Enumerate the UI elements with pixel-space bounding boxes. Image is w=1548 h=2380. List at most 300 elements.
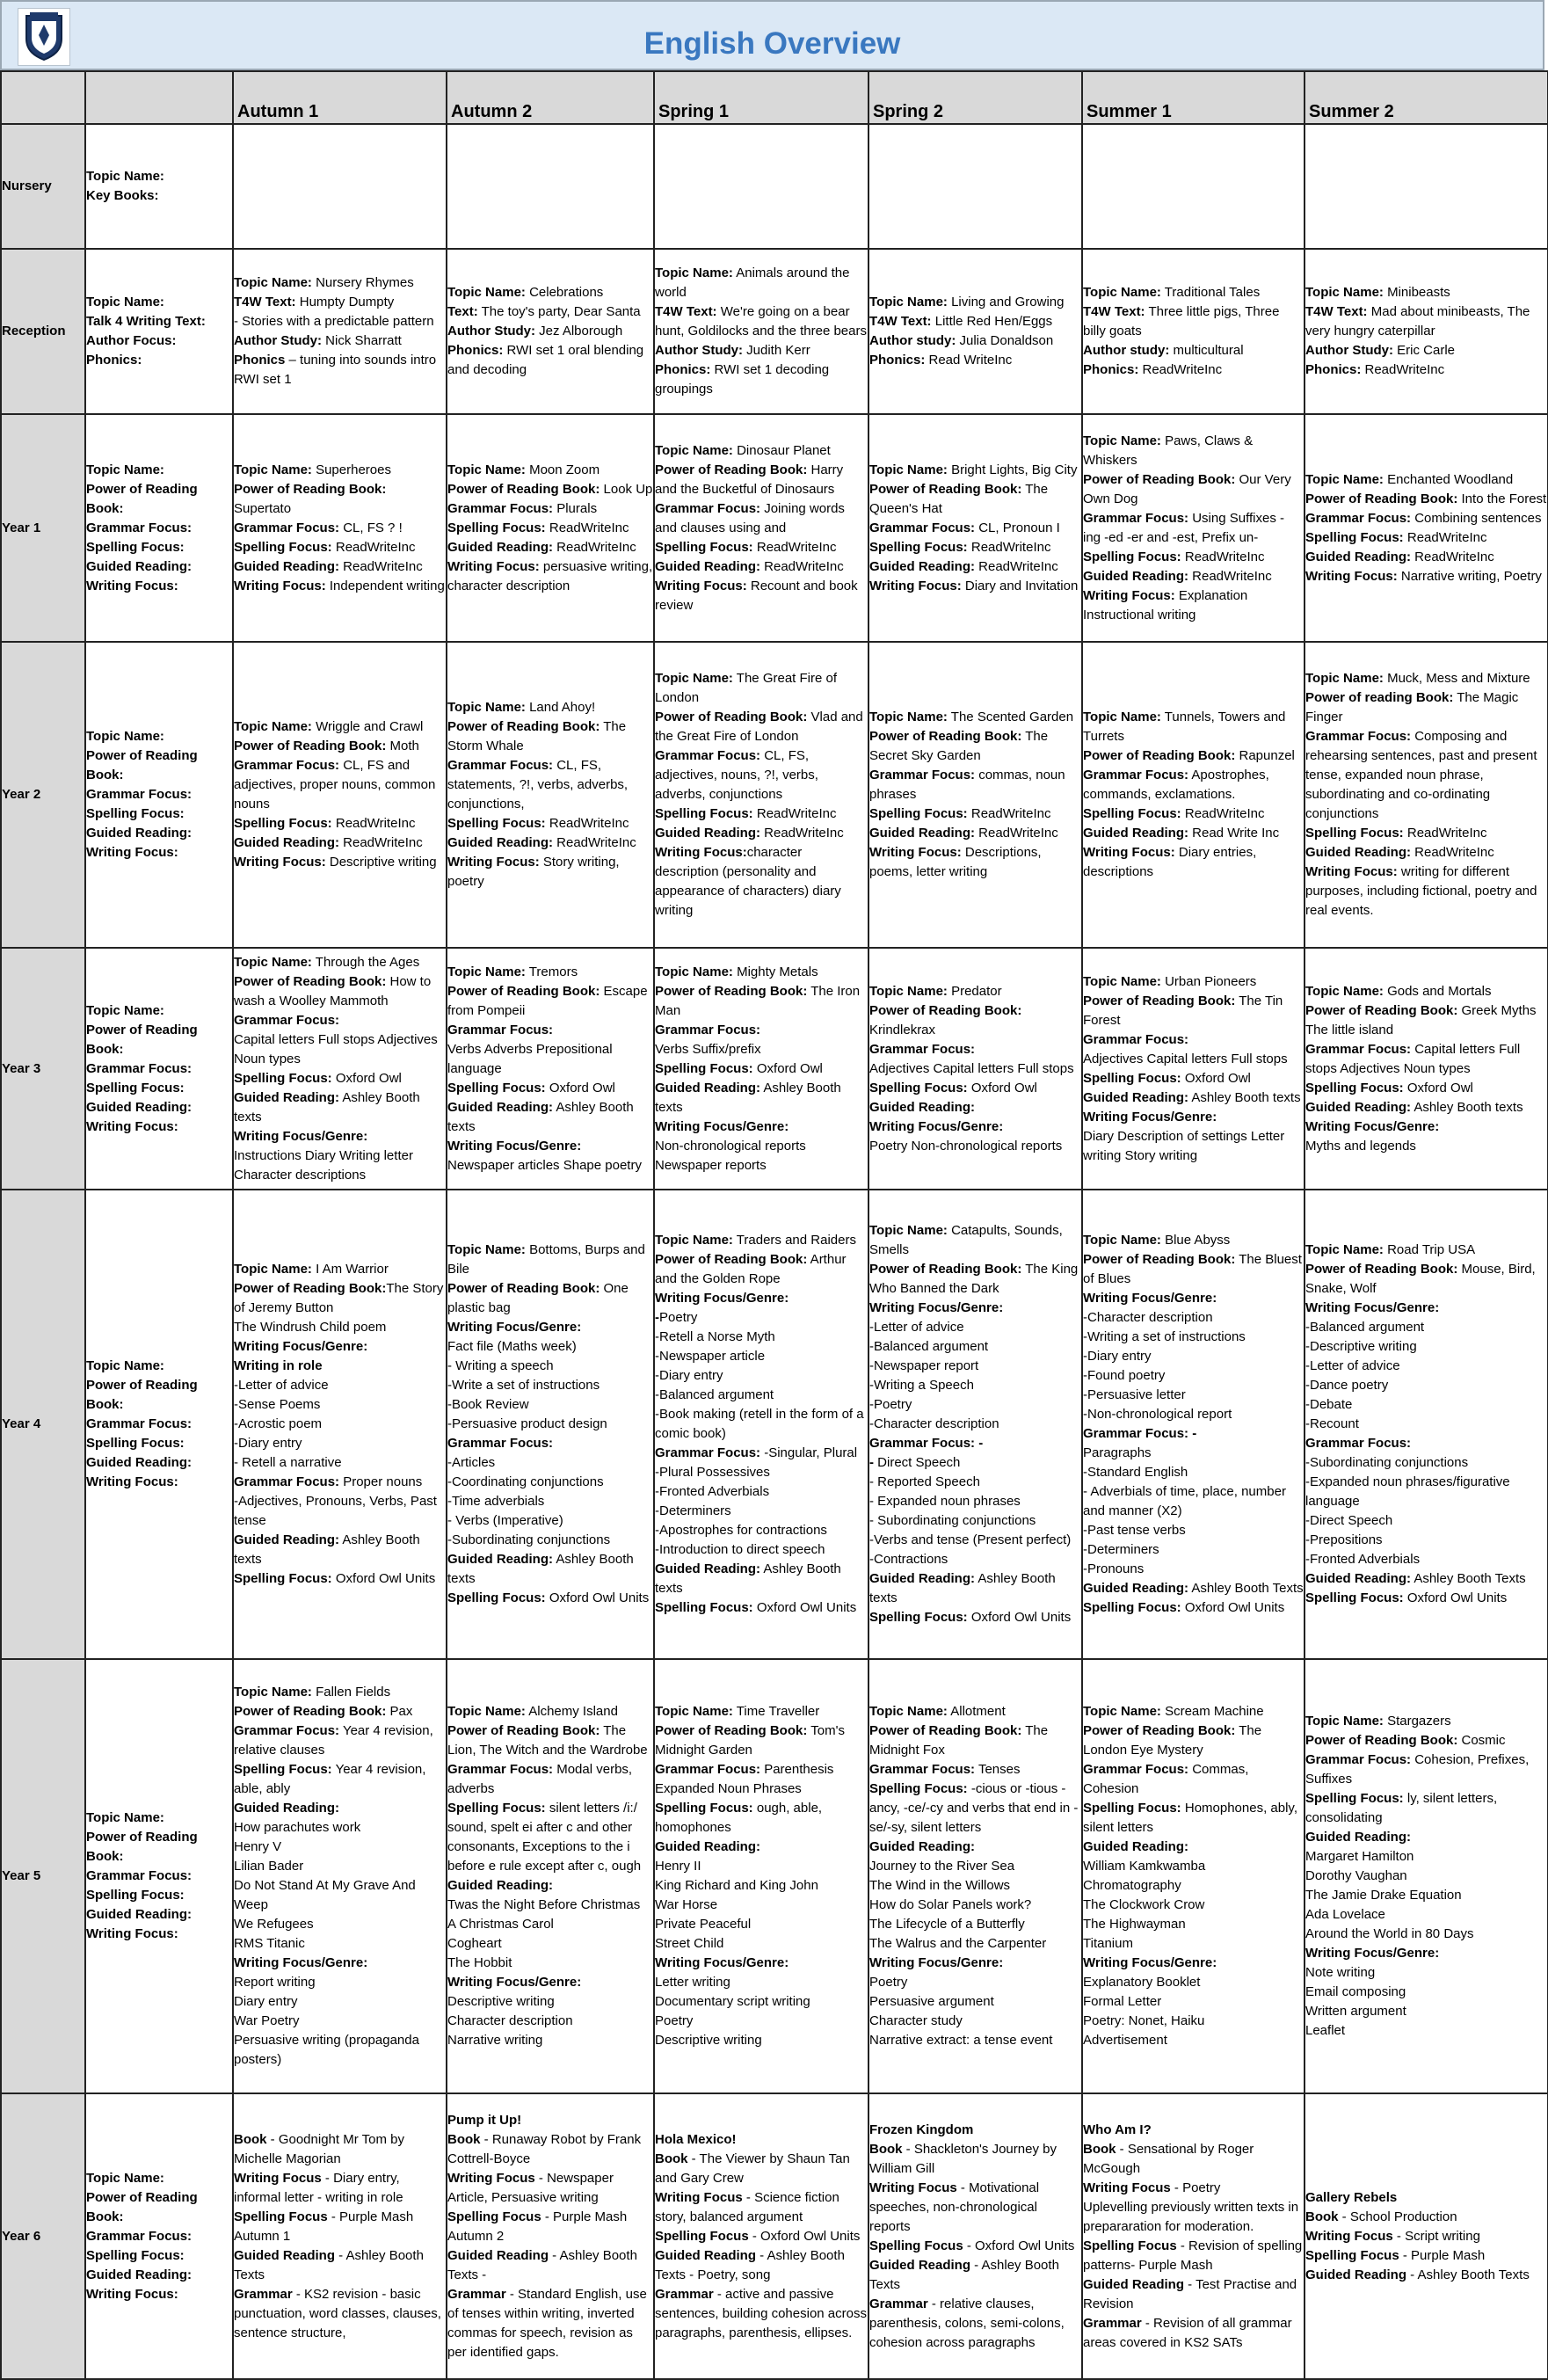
cell-line-text: Cohesion, Prefixes, Suffixes xyxy=(1305,1752,1530,1787)
cell-line-text: Dinosaur Planet xyxy=(732,442,831,458)
cell-line xyxy=(1083,2198,1304,2237)
cell-line xyxy=(655,1560,868,1598)
cell-line xyxy=(869,1221,1081,1260)
cell-line-text: The Magic Finger xyxy=(1305,690,1519,724)
field-label: Topic Name: xyxy=(86,729,164,744)
cell-line-text: -Writing a set of instructions xyxy=(1083,1329,1246,1344)
header-blank-label xyxy=(85,71,233,124)
cell-line-text: -cious or -tious -ancy, -ce/-cy and verbs that end in -se/-sy, silent letters xyxy=(869,1781,1079,1835)
cell-line-text: -Book making (retell in the form of a comic book) xyxy=(655,1407,864,1441)
cell-line xyxy=(1305,2227,1547,2246)
cell-line-label: Author study: xyxy=(869,333,956,348)
cell-line-text: Tunnels, Towers and Turrets xyxy=(1083,710,1286,744)
cell-line-text: -Newspaper article xyxy=(655,1349,766,1364)
field-label: Writing Focus: xyxy=(86,1118,178,1134)
cell-line xyxy=(234,1857,446,1876)
cell-line-label: Writing Focus: xyxy=(1305,568,1398,584)
cell-line xyxy=(234,1838,446,1857)
cell-line-label: Guided Reading: xyxy=(1083,1089,1188,1105)
cell-line xyxy=(1305,1473,1547,1511)
cell-line-text: Diary entry xyxy=(234,1994,298,2009)
cell-line-text: -Character description xyxy=(869,1416,999,1431)
cell-line xyxy=(447,2031,653,2050)
cell-line-label: Topic Name: xyxy=(447,462,526,477)
cell-line xyxy=(1083,1231,1304,1250)
cell-line xyxy=(1083,1721,1304,1760)
cell-line xyxy=(447,1934,653,1954)
cell-line xyxy=(1305,1925,1547,1944)
cell-line xyxy=(655,2227,868,2246)
cell-line xyxy=(1083,1857,1304,1876)
cell-line-text: War Horse xyxy=(655,1897,718,1912)
field-label: Topic Name: xyxy=(86,1358,164,1373)
cell-line-label: Topic Name: xyxy=(869,983,948,999)
cell-line xyxy=(1083,1540,1304,1560)
cell-line xyxy=(1083,341,1304,360)
cell-line-label: Writing Focus: xyxy=(1083,845,1175,860)
cell-line xyxy=(1305,1376,1547,1395)
term-cell xyxy=(447,124,654,249)
cell-line xyxy=(655,982,868,1021)
cell-line-label: Grammar Focus: xyxy=(1305,1041,1412,1057)
cell-line xyxy=(447,1337,653,1357)
cell-line xyxy=(1083,2121,1304,2140)
cell-line xyxy=(1083,1560,1304,1579)
cell-line-text: Ashley Booth texts xyxy=(234,1532,420,1567)
cell-line xyxy=(869,1838,1081,1857)
cell-line xyxy=(869,480,1081,519)
cell-line-text: - Shackleton's Journey by William Gill xyxy=(869,2141,1057,2176)
cell-line xyxy=(234,1915,446,1934)
cell-line-label: Power of Reading Book: xyxy=(1305,1733,1458,1748)
cell-line xyxy=(1083,992,1304,1030)
cell-line-text: -Writing a Speech xyxy=(869,1378,974,1393)
cell-line xyxy=(655,824,868,843)
cell-line xyxy=(1083,567,1304,586)
cell-line-text: -Adjectives, Pronouns, Verbs, Past tense xyxy=(234,1494,437,1528)
cell-line-text: Independent writing xyxy=(325,578,445,593)
field-label: Spelling Focus: xyxy=(86,539,185,555)
cell-line-label: Guided Reading: xyxy=(869,1571,975,1586)
cell-line xyxy=(869,1473,1081,1492)
cell-line-label: T4W Text: xyxy=(869,314,932,329)
cell-line-text: - Stories with a predictable pattern xyxy=(234,314,434,329)
cell-line xyxy=(1305,1001,1547,1021)
cell-line xyxy=(234,833,446,853)
row-field-labels xyxy=(85,1190,233,1659)
cell-line xyxy=(869,1915,1081,1934)
term-header: Spring 1 xyxy=(654,71,868,124)
cell-line-text: King Richard and King John xyxy=(655,1878,818,1893)
cell-line xyxy=(1083,302,1304,341)
cell-line-label: Spelling Focus: xyxy=(1083,1070,1181,1086)
cell-line xyxy=(447,2285,653,2362)
cell-line xyxy=(655,538,868,557)
cell-line-text: Nick Sharratt xyxy=(321,333,402,348)
year-row xyxy=(1,1659,1548,2093)
cell-line-label: Guided Reading: xyxy=(234,1532,339,1547)
cell-line-text: Written argument xyxy=(1305,2004,1406,2019)
cell-line-text: The Midnight Fox xyxy=(869,1723,1049,1758)
cell-line xyxy=(655,843,868,921)
cell-line-label: Phonics xyxy=(234,353,286,368)
cell-line-text: Persuasive argument xyxy=(869,1994,994,2009)
cell-line-label: Grammar Focus: xyxy=(447,500,554,516)
cell-line xyxy=(869,1137,1081,1156)
cell-line-label: Guided Reading xyxy=(869,2257,971,2273)
cell-line xyxy=(655,577,868,615)
cell-line xyxy=(234,2130,446,2169)
cell-line-text: Explanatory Booklet xyxy=(1083,1975,1201,1990)
term-cell xyxy=(1082,642,1305,948)
cell-line xyxy=(1305,1867,1547,1886)
cell-line-label: Spelling Focus xyxy=(869,2238,963,2253)
cell-line-text: -Determiners xyxy=(655,1503,731,1518)
term-cell xyxy=(1305,642,1548,948)
cell-line xyxy=(869,1492,1081,1511)
cell-line xyxy=(869,1001,1081,1021)
cell-line-text: commas, noun phrases xyxy=(869,768,1065,802)
cell-line-text: RMS Titanic xyxy=(234,1936,305,1951)
cell-line-text: Descriptive writing xyxy=(325,855,437,870)
cell-line-text: We Refugees xyxy=(234,1917,314,1932)
cell-line xyxy=(447,2130,653,2169)
cell-line-label: Spelling Focus: xyxy=(1305,529,1404,545)
cell-line-label: Guided Reading: xyxy=(234,558,339,574)
cell-line xyxy=(869,982,1081,1001)
term-cell xyxy=(233,2093,447,2379)
cell-line-label: Book xyxy=(234,2131,267,2147)
cell-line-text: Poetry: Nonet, Haiku xyxy=(1083,2013,1205,2028)
cell-line xyxy=(869,1453,1081,1473)
cell-line xyxy=(655,1992,868,2012)
cell-line-label: Spelling Focus: xyxy=(655,539,753,555)
cell-line-label: Spelling Focus: xyxy=(655,1060,753,1076)
cell-line-text: - Standard English, use of tenses within writing, inverted commas for speech, revision as per identified gaps. xyxy=(447,2286,647,2360)
cell-line-label: Power of Reading Book: xyxy=(655,983,808,999)
title-bar xyxy=(0,0,1544,70)
field-label: Guided Reading: xyxy=(86,1907,192,1922)
cell-line-text: -Expanded noun phrases/figurative language xyxy=(1305,1474,1510,1509)
cell-line-label: Grammar Focus: xyxy=(234,758,340,773)
cell-line xyxy=(234,1415,446,1434)
cell-line-text: Minibeasts xyxy=(1383,285,1450,300)
cell-line-label: Grammar Focus: xyxy=(1083,510,1189,526)
cell-line-label: Writing Focus/Genre: xyxy=(447,1975,582,1990)
cell-line-text: Apostrophes, commands, exclamations. xyxy=(1083,768,1269,802)
cell-line-label: Writing Focus/Genre: xyxy=(869,1118,1004,1134)
cell-line-label: Grammar xyxy=(869,2296,928,2311)
cell-line xyxy=(655,1366,868,1386)
cell-line-text: -Prepositions xyxy=(1305,1532,1383,1547)
cell-line xyxy=(447,1415,653,1434)
cell-line-text: Ashley Booth texts xyxy=(447,1552,634,1586)
cell-line xyxy=(869,351,1081,370)
cell-line-label: Writing Focus/Genre: xyxy=(655,1291,789,1306)
cell-line-label: Spelling Focus: xyxy=(869,1781,968,1796)
cell-line xyxy=(1083,1954,1304,1973)
cell-line-text: Newspaper articles Shape poetry xyxy=(447,1157,642,1173)
cell-line-label: Guided Reading: xyxy=(447,1878,553,1893)
cell-line-label: Spelling Focus xyxy=(447,2209,541,2224)
field-label: Author Focus: xyxy=(86,333,177,348)
cell-line-label: Topic Name: xyxy=(869,710,948,724)
cell-line-text: writing for different purposes, including fictional, poetry and real events. xyxy=(1305,864,1537,918)
cell-line xyxy=(1083,1799,1304,1838)
cell-line xyxy=(234,1721,446,1760)
term-cell xyxy=(233,1190,447,1659)
cell-line xyxy=(1305,688,1547,727)
cell-line-text: - Diary entry, informal letter - writing in role xyxy=(234,2170,403,2205)
cell-line xyxy=(1083,1915,1304,1934)
cell-line xyxy=(447,1954,653,1973)
cell-line xyxy=(1083,360,1304,380)
cell-line xyxy=(234,1934,446,1954)
cell-line-label: Spelling Focus: xyxy=(234,1571,332,1586)
cell-line xyxy=(869,2031,1081,2050)
cell-line-text: -Sense Poems xyxy=(234,1397,321,1412)
cell-line xyxy=(447,1531,653,1550)
cell-line xyxy=(234,1683,446,1702)
cell-line xyxy=(655,1117,868,1137)
field-label: Spelling Focus: xyxy=(86,1080,185,1095)
cell-line xyxy=(1083,2140,1304,2179)
cell-line-label: Pump it Up! xyxy=(447,2112,522,2128)
field-label: Grammar Focus: xyxy=(86,1868,193,1883)
cell-line-text: The Queen's Hat xyxy=(869,481,1049,516)
cell-line-text: ReadWriteInc xyxy=(975,826,1058,841)
field-label: Grammar Focus: xyxy=(86,787,193,802)
cell-line-label: Grammar Focus: xyxy=(655,1762,761,1777)
cell-line-text: The little island xyxy=(1305,1022,1394,1037)
cell-line-text: Ashley Booth texts xyxy=(234,1089,420,1124)
cell-line xyxy=(234,519,446,538)
cell-line xyxy=(869,1721,1081,1760)
cell-line-label: Writing Focus xyxy=(1083,2180,1171,2195)
term-cell xyxy=(1305,1190,1548,1659)
cell-line-text: Story writing, poetry xyxy=(447,855,620,889)
field-label: Writing Focus: xyxy=(86,1926,178,1941)
cell-line-text: Ashley Booth texts xyxy=(1411,1099,1523,1115)
cell-line-text: Advertisement xyxy=(1083,2033,1167,2048)
cell-line-label: Writing Focus/Genre: xyxy=(655,1955,789,1970)
cell-line-text: Predator xyxy=(947,983,1002,999)
cell-line xyxy=(447,499,653,519)
term-cell xyxy=(868,948,1082,1190)
cell-line xyxy=(447,480,653,499)
cell-line xyxy=(655,2031,868,2050)
cell-line-text: The Storm Whale xyxy=(447,719,627,753)
term-header: Summer 1 xyxy=(1082,71,1305,124)
cell-line xyxy=(234,2012,446,2031)
term-cell xyxy=(654,1659,868,2093)
cell-line-label: Writing Focus/Genre: xyxy=(234,1128,368,1144)
cell-line xyxy=(869,727,1081,766)
term-cell xyxy=(233,1659,447,2093)
cell-line-label: Guided Reading: xyxy=(447,1552,553,1567)
year-row xyxy=(1,2093,1548,2379)
field-label: Power of Reading Book: xyxy=(86,1022,198,1057)
cell-line xyxy=(234,1011,446,1030)
cell-line-label: Grammar Focus: xyxy=(655,1022,761,1037)
cell-line-text: - relative clauses, parenthesis, colons, semi-colons, cohesion across paragraphs xyxy=(869,2296,1065,2350)
field-label: Power of Reading Book: xyxy=(86,2189,198,2224)
cell-line xyxy=(234,1992,446,2012)
cell-line xyxy=(869,1098,1081,1117)
cell-line-text: -Plural Possessives xyxy=(655,1465,770,1480)
cell-line xyxy=(234,1453,446,1473)
cell-line-label: Grammar Focus: xyxy=(234,520,340,535)
cell-line xyxy=(447,756,653,814)
cell-line-label: Spelling Focus: xyxy=(655,806,753,821)
cell-line-text: Judith Kerr xyxy=(742,343,810,358)
cell-line-text: RWI set 1 decoding groupings xyxy=(655,362,830,397)
cell-line-label: Spelling Focus: xyxy=(1305,1080,1404,1095)
cell-line-label: Grammar Focus: xyxy=(655,748,761,763)
cell-line-label: Spelling Focus: xyxy=(447,816,546,831)
cell-line xyxy=(869,461,1081,480)
cell-line-text: Narrative extract: a tense event xyxy=(869,2033,1053,2048)
cell-line-text: Ashley Booth texts xyxy=(447,1099,634,1134)
cell-line xyxy=(1083,1896,1304,1915)
cell-line xyxy=(1305,1299,1547,1318)
cell-line xyxy=(655,1973,868,1992)
cell-line-label: Topic Name: xyxy=(1305,471,1384,487)
term-cell xyxy=(233,948,447,1190)
cell-line xyxy=(234,1337,446,1357)
term-cell xyxy=(868,124,1082,249)
cell-line xyxy=(1083,824,1304,843)
term-cell xyxy=(654,2093,868,2379)
cell-line-text: Eric Carle xyxy=(1392,343,1455,358)
cell-line xyxy=(447,322,653,341)
cell-line xyxy=(1083,2275,1304,2314)
cell-line xyxy=(234,1318,446,1337)
cell-line xyxy=(447,1492,653,1511)
cell-line xyxy=(234,461,446,480)
cell-line-text: Year 4 revision, relative clauses xyxy=(234,1723,433,1758)
cell-line xyxy=(447,982,653,1021)
cell-line xyxy=(1305,2021,1547,2041)
cell-line-text: -Persuasive product design xyxy=(447,1416,607,1431)
cell-line xyxy=(1305,1415,1547,1434)
row-field-labels xyxy=(85,948,233,1190)
cell-line-text: Greek Myths xyxy=(1457,1002,1537,1018)
cell-line xyxy=(655,1231,868,1250)
cell-line xyxy=(234,1069,446,1088)
cell-line-label: T4W Text: xyxy=(1083,304,1145,319)
cell-line-label: Grammar Focus: xyxy=(1083,768,1189,782)
cell-line-text: ReadWriteInc xyxy=(1188,568,1272,584)
year-label: Year 3 xyxy=(1,948,85,1190)
cell-line-text: Oxford Owl Units xyxy=(1403,1590,1508,1605)
cell-line xyxy=(655,1444,868,1463)
cell-line-text: Humpty Dumpty xyxy=(295,295,395,309)
cell-line xyxy=(447,2012,653,2031)
cell-line xyxy=(655,1405,868,1444)
field-label: Grammar Focus: xyxy=(86,2228,193,2244)
cell-line-text: - Ashley Booth Texts - xyxy=(447,2247,637,2282)
term-cell xyxy=(654,414,868,642)
term-cell xyxy=(868,1659,1082,2093)
cell-line xyxy=(234,1876,446,1915)
cell-line xyxy=(1083,470,1304,509)
field-label: Grammar Focus: xyxy=(86,520,193,535)
cell-line-text: The Tin Forest xyxy=(1083,993,1283,1028)
year-row xyxy=(1,414,1548,642)
cell-line-label: T4W Text: xyxy=(1305,304,1368,319)
cell-line-text: Jez Alborough xyxy=(534,324,623,338)
cell-line-text: The Jamie Drake Equation xyxy=(1305,1888,1462,1903)
term-cell xyxy=(447,249,654,414)
field-label: Key Books: xyxy=(86,188,159,203)
cell-line xyxy=(1083,1030,1304,1050)
cell-line-text: The Lion, The Witch and the Wardrobe xyxy=(447,1723,648,1758)
cell-line-text: - Purple Mash Autumn 2 xyxy=(447,2209,628,2244)
field-label: Spelling Focus: xyxy=(86,1888,185,1903)
cell-line-text: Ashley Booth texts xyxy=(869,1571,1056,1605)
cell-line-text: Our Very Own Dog xyxy=(1083,471,1291,506)
cell-line-label: Grammar Focus: xyxy=(869,768,976,782)
cell-line-label: Guided Reading: xyxy=(234,1089,339,1105)
cell-line-label: Power of Reading Book: xyxy=(234,481,387,497)
cell-line-text: Ashley Booth texts xyxy=(655,1561,841,1596)
field-label: Topic Name: xyxy=(86,1002,164,1018)
cell-line-label: - xyxy=(655,1310,659,1325)
cell-line xyxy=(1083,1127,1304,1166)
cell-line-text: I Am Warrior xyxy=(311,1262,389,1277)
cell-line xyxy=(1305,1040,1547,1079)
cell-line xyxy=(1305,1337,1547,1357)
cell-line xyxy=(869,1059,1081,1079)
term-cell xyxy=(654,124,868,249)
term-cell xyxy=(233,414,447,642)
cell-line xyxy=(447,963,653,982)
cell-line-label: - xyxy=(869,1455,878,1470)
term-cell xyxy=(233,249,447,414)
cell-line-text: Oxford Owl xyxy=(331,1070,402,1086)
cell-line-label: Power of Reading Book: xyxy=(447,719,600,734)
cell-line-label: Topic Name: xyxy=(234,275,312,290)
cell-line xyxy=(869,1318,1081,1337)
cell-line xyxy=(655,1521,868,1540)
cell-line-label: Topic Name: xyxy=(447,964,526,979)
cell-line-label: Grammar xyxy=(234,2286,293,2302)
cell-line-text: Fallen Fields xyxy=(311,1685,391,1699)
cell-line xyxy=(234,1569,446,1589)
term-header: Spring 2 xyxy=(868,71,1082,124)
cell-line xyxy=(655,963,868,982)
cell-line xyxy=(869,2140,1081,2179)
cell-line xyxy=(1305,2266,1547,2285)
cell-line-text: The Secret Sky Garden xyxy=(869,729,1049,763)
cell-line xyxy=(1083,1108,1304,1127)
cell-line-text: -Direct Speech xyxy=(1305,1513,1393,1528)
cell-line xyxy=(234,737,446,756)
cell-line xyxy=(447,1799,653,1876)
cell-line-label: Guided Reading: xyxy=(1083,568,1188,584)
cell-line xyxy=(447,1876,653,1896)
cell-line-label: Topic Name: xyxy=(869,462,948,477)
cell-line xyxy=(655,461,868,499)
cell-line-label: Writing Focus/Genre: xyxy=(447,1320,582,1335)
field-label: Spelling Focus: xyxy=(86,806,185,821)
cell-line xyxy=(1305,1963,1547,1983)
cell-line-label: Grammar Focus: xyxy=(869,1041,976,1057)
cell-line xyxy=(1305,1511,1547,1531)
cell-line-label: Spelling Focus: xyxy=(1305,1791,1404,1806)
cell-line-text: Fact file (Maths week) xyxy=(447,1339,577,1354)
